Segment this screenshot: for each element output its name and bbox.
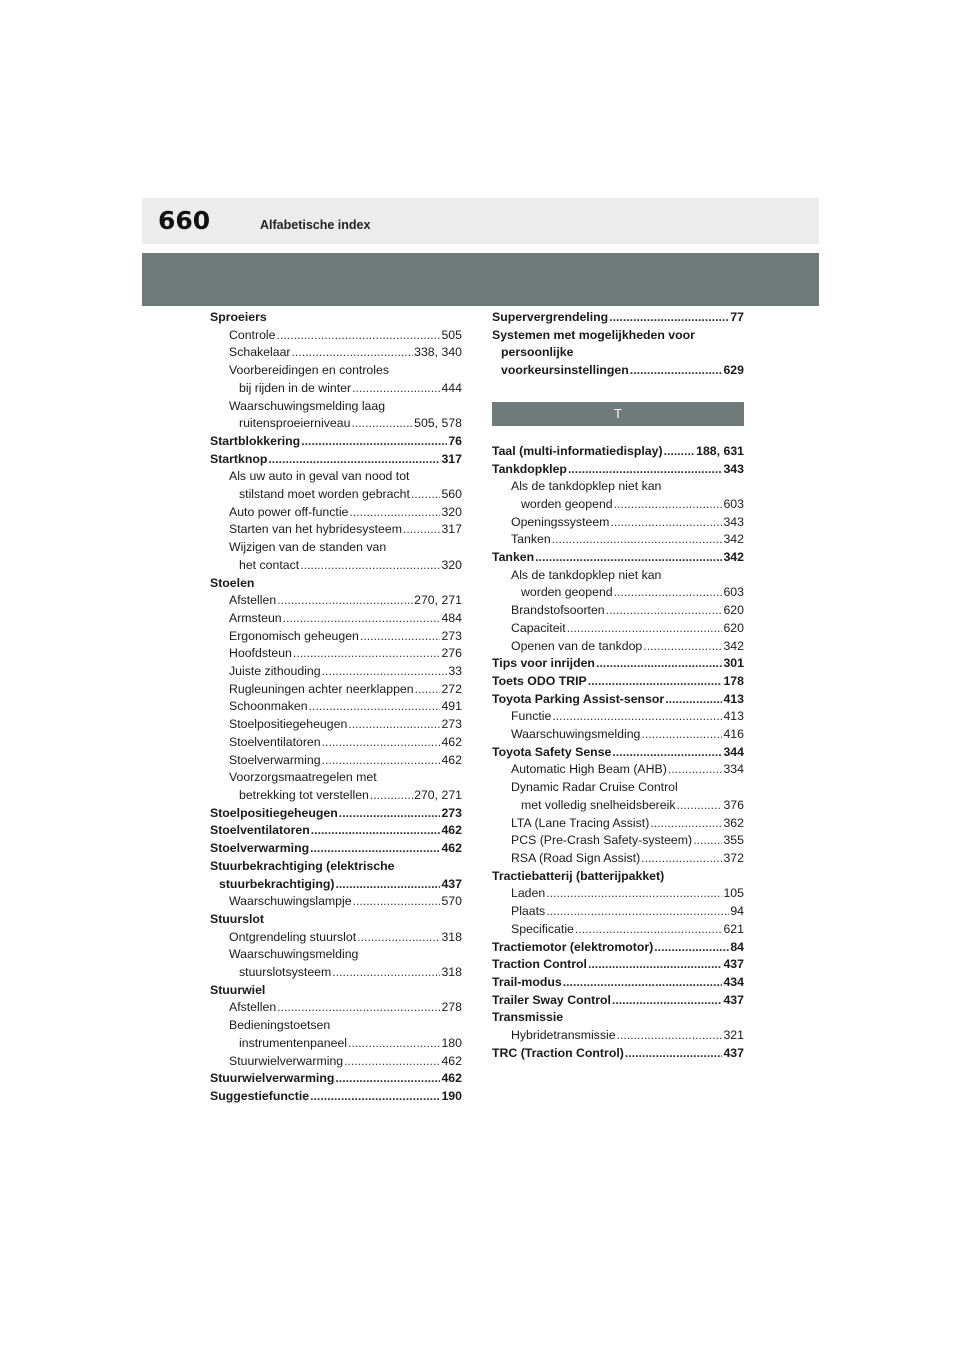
index-group-t [492,443,744,1063]
dot-leader [625,1045,723,1063]
index-entry [210,681,462,699]
index-entry [210,645,462,663]
dot-leader [568,461,723,479]
index-entry-label: ruitensproeierniveau [239,416,351,431]
index-entry [210,663,462,681]
index-entry [210,415,462,433]
dot-leader [300,557,440,575]
index-entry-page: 505, 578 [414,416,462,431]
index-entry [492,1027,744,1045]
dot-leader [277,592,413,610]
dot-leader [610,514,722,532]
dot-leader [332,964,440,982]
dot-leader [588,673,723,691]
index-entry-page: 603 [723,585,744,600]
page-header [142,198,819,244]
page-number: 660 [158,206,211,235]
index-entry-label: Schakelaar [229,345,291,360]
dot-leader [563,974,723,992]
index-column-left [210,309,462,1106]
dot-leader [293,645,441,663]
dot-leader [552,708,722,726]
index-entry [210,486,462,504]
index-entry [210,840,462,858]
dot-leader [403,521,441,539]
index-entry [210,734,462,752]
dot-leader [664,443,696,461]
dot-leader [614,496,723,514]
index-entry-page: 462 [441,823,462,838]
index-entry [210,380,462,398]
index-entry-label: Juiste zithouding [229,664,321,679]
dot-leader [348,1035,440,1053]
index-entry-page: 437 [723,992,744,1007]
index-entry-page: 560 [441,487,462,502]
index-entry-label: Taal (multi-informatiedisplay) [492,443,663,458]
dot-leader [344,1053,440,1071]
index-entry-page: 273 [441,628,462,643]
index-entry [210,929,462,947]
index-entry [210,805,462,823]
dot-leader [415,681,441,699]
dot-leader [348,716,440,734]
index-entry-label: Stoelverwarming [210,841,310,856]
index-entry [210,787,462,805]
index-entry-page: 462 [441,752,462,767]
dot-leader [411,486,441,504]
index-entry [210,327,462,345]
index-heading: Stuurbekrachtiging (elektrische [210,858,395,873]
index-entry [492,496,744,514]
index-entry-label: Capaciteit [511,620,566,635]
index-entry [492,602,744,620]
index-heading: Stoelen [210,575,255,590]
index-entry-label: Afstellen [229,593,277,608]
index-entry-label: Traction Control [492,957,587,972]
dot-leader [641,726,722,744]
index-entry-label: bij rijden in de winter [239,380,352,395]
index-entry [210,628,462,646]
index-entry-page: 484 [441,610,462,625]
index-entry-page: 621 [723,921,744,936]
index-heading: Dynamic Radar Cruise Control [511,780,678,795]
index-entry-page: 301 [723,656,744,671]
index-entry [210,504,462,522]
index-entry [492,992,744,1010]
dot-leader [668,761,723,779]
index-entry-label: Trail-modus [492,974,562,989]
index-entry-page: 434 [723,974,744,989]
index-heading: Waarschuwingsmelding laag [229,398,386,413]
dot-leader [567,620,723,638]
dot-leader [665,691,722,709]
index-entry [210,521,462,539]
dot-leader [353,893,441,911]
index-entry-page: 94 [730,904,744,919]
index-heading: Wijzigen van de standen van [229,540,387,555]
index-entry [492,443,744,461]
index-entry [492,362,744,380]
index-entry-label: met volledig snelheidsbereik [521,797,676,812]
index-entry [492,974,744,992]
index-entry-page: 505 [441,327,462,342]
dot-leader [349,504,440,522]
dot-leader [322,752,441,770]
index-entry-page: 362 [723,815,744,830]
index-entry-label: worden geopend [521,496,613,511]
index-entry-label: Toyota Safety Sense [492,744,612,759]
index-entry-page: 317 [441,522,462,537]
index-entry-label: Toets ODO TRIP [492,673,587,688]
letter-divider-t: T [492,402,744,426]
index-entry [492,832,744,850]
index-entry-label: Schoonmaken [229,699,308,714]
index-entry [210,433,462,451]
index-entry [492,620,744,638]
dot-leader [268,451,440,469]
section-title: Alfabetische index [260,218,371,232]
index-entry [492,691,744,709]
index-entry-page: 444 [441,380,462,395]
index-heading: Transmissie [492,1010,564,1025]
index-entry [210,1053,462,1071]
index-entry-page: 190 [441,1088,462,1103]
index-entry-label: Startknop [210,451,268,466]
index-entry-page: 413 [723,709,744,724]
index-entry-label: het contact [239,557,300,572]
dot-leader [311,822,441,840]
index-entry-label: Stoelpositiegeheugen [210,805,338,820]
dot-leader [283,610,441,628]
dot-leader [360,628,441,646]
index-group-s-continued [492,309,744,380]
index-entry-page: 338, 340 [414,345,462,360]
index-entry [210,557,462,575]
index-entry [492,673,744,691]
index-entry [492,956,744,974]
index-entry-label: Stuurwielverwarming [210,1071,335,1086]
index-entry-label: LTA (Lane Tracing Assist) [511,815,650,830]
index-entry [210,999,462,1017]
index-entry [492,584,744,602]
index-entry-page: 278 [441,1000,462,1015]
index-entry-page: 318 [441,965,462,980]
index-entry-label: RSA (Road Sign Assist) [511,850,641,865]
index-entry-label: Stoelventilatoren [229,734,321,749]
dot-leader [351,415,413,433]
index-heading: Als de tankdopklep niet kan [511,567,662,582]
index-entry-page: 343 [723,461,744,476]
index-entry [492,761,744,779]
index-entry-label: PCS (Pre-Crash Safety-systeem) [511,833,693,848]
dot-leader [370,787,413,805]
dot-leader [596,655,723,673]
index-entry-label: Trailer Sway Control [492,992,611,1007]
dot-leader [335,1070,440,1088]
index-heading: Als uw auto in geval van nood tot [229,469,410,484]
dot-leader [357,929,440,947]
dot-leader [535,549,722,567]
index-entry-label: voorkeursinstellingen [501,363,629,378]
dot-leader [310,840,440,858]
index-entry [492,531,744,549]
index-entry [210,876,462,894]
index-entry-label: Waarschuwingsmelding [511,727,641,742]
dot-leader [301,433,447,451]
index-entry-page: 462 [441,734,462,749]
index-entry-label: Laden [511,886,546,901]
index-entry-label: Startblokkering [210,433,301,448]
dot-leader [612,992,723,1010]
index-entry-page: 342 [723,550,744,565]
index-heading: Systemen met mogelijkheden voor [492,327,695,342]
dot-leader [546,903,729,921]
index-entry-page: 320 [441,557,462,572]
index-entry-page: 603 [723,496,744,511]
index-entry-page: 84 [730,939,744,954]
index-entry [492,903,744,921]
index-entry [492,850,744,868]
index-entry [492,939,744,957]
index-entry [210,1070,462,1088]
dot-leader [643,638,722,656]
index-heading: Als de tankdopklep niet kan [511,479,662,494]
dot-leader [693,832,722,850]
index-entry-page: 270, 271 [414,593,462,608]
index-entry-label: Tankdopklep [492,461,567,476]
dot-leader [322,663,448,681]
index-heading: persoonlijke [501,345,574,360]
index-entry-label: Tractiemotor (elektromotor) [492,939,654,954]
index-entry-page: 437 [723,957,744,972]
index-entry-label: Stuurwielverwarming [229,1053,344,1068]
index-entry-page: 413 [723,691,744,706]
dot-leader [276,327,440,345]
dot-leader [292,344,414,362]
index-entry-page: 276 [441,646,462,661]
index-entry-page: 33 [448,664,462,679]
index-entry-label: Stoelverwarming [229,752,321,767]
index-entry [492,549,744,567]
index-entry-page: 437 [441,876,462,891]
index-entry-page: 344 [723,744,744,759]
index-heading: Waarschuwingsmelding [229,947,359,962]
index-entry-page: 376 [723,797,744,812]
dot-leader [588,956,723,974]
index-entry-label: Supervergrendeling [492,310,609,324]
dot-leader [335,876,440,894]
dot-leader [654,939,729,957]
index-entry-label: Openingssysteem [511,514,610,529]
index-entry-label: Tanken [511,532,551,547]
index-heading: Bedieningstoetsen [229,1018,331,1033]
index-entry [210,1088,462,1106]
index-entry [492,461,744,479]
index-entry [492,309,744,327]
index-entry-page: 372 [723,850,744,865]
index-heading: Stuurwiel [210,982,266,997]
index-entry [492,815,744,833]
index-entry [210,610,462,628]
index-entry-label: Functie [511,709,552,724]
index-entry-label: Ergonomisch geheugen [229,628,359,643]
index-entry-label: Hoofdsteun [229,646,292,661]
index-entry-page: 321 [723,1028,744,1043]
dot-leader [612,744,722,762]
index-entry-page: 437 [723,1045,744,1060]
index-entry [210,822,462,840]
dot-leader [310,1088,440,1106]
index-entry-label: Stoelventilatoren [210,823,310,838]
dot-leader [641,850,722,868]
dot-leader [609,309,729,327]
index-entry-label: Ontgrendeling stuurslot [229,929,357,944]
index-heading: Tractiebatterij (batterijpakket) [492,868,665,883]
dot-leader [676,797,722,815]
index-entry [210,592,462,610]
index-entry-label: Specificatie [511,921,574,936]
dot-leader [650,815,722,833]
index-entry-page: 188, 631 [696,443,744,458]
index-entry [210,1035,462,1053]
index-entry [492,726,744,744]
index-entry-label: stuurbekrachtiging) [219,876,335,891]
index-entry-page: 342 [723,638,744,653]
index-entry [492,1045,744,1063]
index-entry-page: 270, 271 [414,787,462,802]
index-entry-page: 462 [441,1071,462,1086]
dot-leader [546,885,722,903]
index-entry [492,638,744,656]
index-entry [210,344,462,362]
dot-leader [614,584,723,602]
index-entry-page: 318 [441,929,462,944]
index-entry-page: 180 [441,1035,462,1050]
index-entry-label: Automatic High Beam (AHB) [511,762,667,777]
index-entry-label: Suggestiefunctie [210,1088,310,1103]
dot-leader [352,380,440,398]
index-entry-label: Stoelpositiegeheugen [229,717,348,732]
index-entry-page: 462 [441,1053,462,1068]
index-entry-page: 620 [723,603,744,618]
index-entry-label: Starten van het hybridesysteem [229,522,402,537]
index-entry [210,451,462,469]
index-entry-label: stuurslotsysteem [239,965,332,980]
index-entry [210,698,462,716]
index-entry [492,514,744,532]
index-entry-page: 343 [723,514,744,529]
index-entry-page: 272 [441,681,462,696]
index-entry [210,752,462,770]
index-entry [492,655,744,673]
index-entry-page: 334 [723,762,744,777]
index-entry-label: Hybridetransmissie [511,1028,616,1043]
dot-leader [552,531,723,549]
dot-leader [339,805,441,823]
index-entry-label: betrekking tot verstellen [239,787,369,802]
index-entry [210,716,462,734]
index-entry-label: Toyota Parking Assist-sensor [492,691,665,706]
index-entry-label: Brandstofsoorten [511,603,605,618]
dot-leader [606,602,723,620]
index-entry-label: Tips voor inrijden [492,656,595,671]
index-entry-label: Controle [229,327,276,342]
index-entry-label: TRC (Traction Control) [492,1045,624,1060]
dot-leader [575,921,723,939]
index-entry [492,921,744,939]
index-entry-page: 320 [441,504,462,519]
index-entry-page: 273 [441,717,462,732]
index-entry-label: Armsteun [229,610,282,625]
index-heading: Voorzorgsmaatregelen met [229,770,377,785]
index-entry-page: 629 [723,363,744,378]
index-entry-label: stilstand moet worden gebracht [239,487,410,502]
index-entry-page: 178 [723,673,744,688]
index-entry-page: 416 [723,727,744,742]
index-heading: Sproeiers [210,310,267,324]
index-entry-label: Auto power off-functie [229,504,349,519]
index-entry-label: Waarschuwingslampje [229,894,352,909]
index-entry-page: 570 [441,894,462,909]
index-entry [492,744,744,762]
dot-leader [322,734,441,752]
index-entry [492,885,744,903]
index-entry-label: Openen van de tankdop [511,638,643,653]
index-entry [492,797,744,815]
index-entry-page: 273 [441,805,462,820]
index-entry [210,893,462,911]
index-entry-label: Plaats [511,904,546,919]
header-band [142,253,819,306]
index-entry-page: 491 [441,699,462,714]
index-entry-page: 462 [441,841,462,856]
index-entry-label: Rugleuningen achter neerklappen [229,681,414,696]
index-entry-page: 317 [441,451,462,466]
index-entry-page: 76 [448,433,462,448]
dot-leader [309,698,441,716]
index-entry-label: instrumentenpaneel [239,1035,348,1050]
dot-leader [277,999,440,1017]
index-entry [492,708,744,726]
index-column-right [492,309,744,1062]
index-entry-page: 105 [723,886,744,901]
index-entry-page: 355 [723,833,744,848]
index-heading: Voorbereidingen en controles [229,363,389,378]
index-entry [210,964,462,982]
dot-leader [617,1027,723,1045]
index-entry-label: worden geopend [521,585,613,600]
dot-leader [630,362,723,380]
index-heading: Stuurslot [210,911,264,926]
index-entry-page: 77 [730,310,744,324]
index-entry-label: Afstellen [229,1000,277,1015]
index-entry-page: 342 [723,532,744,547]
index-entry-label: Tanken [492,550,535,565]
index-entry-page: 620 [723,620,744,635]
